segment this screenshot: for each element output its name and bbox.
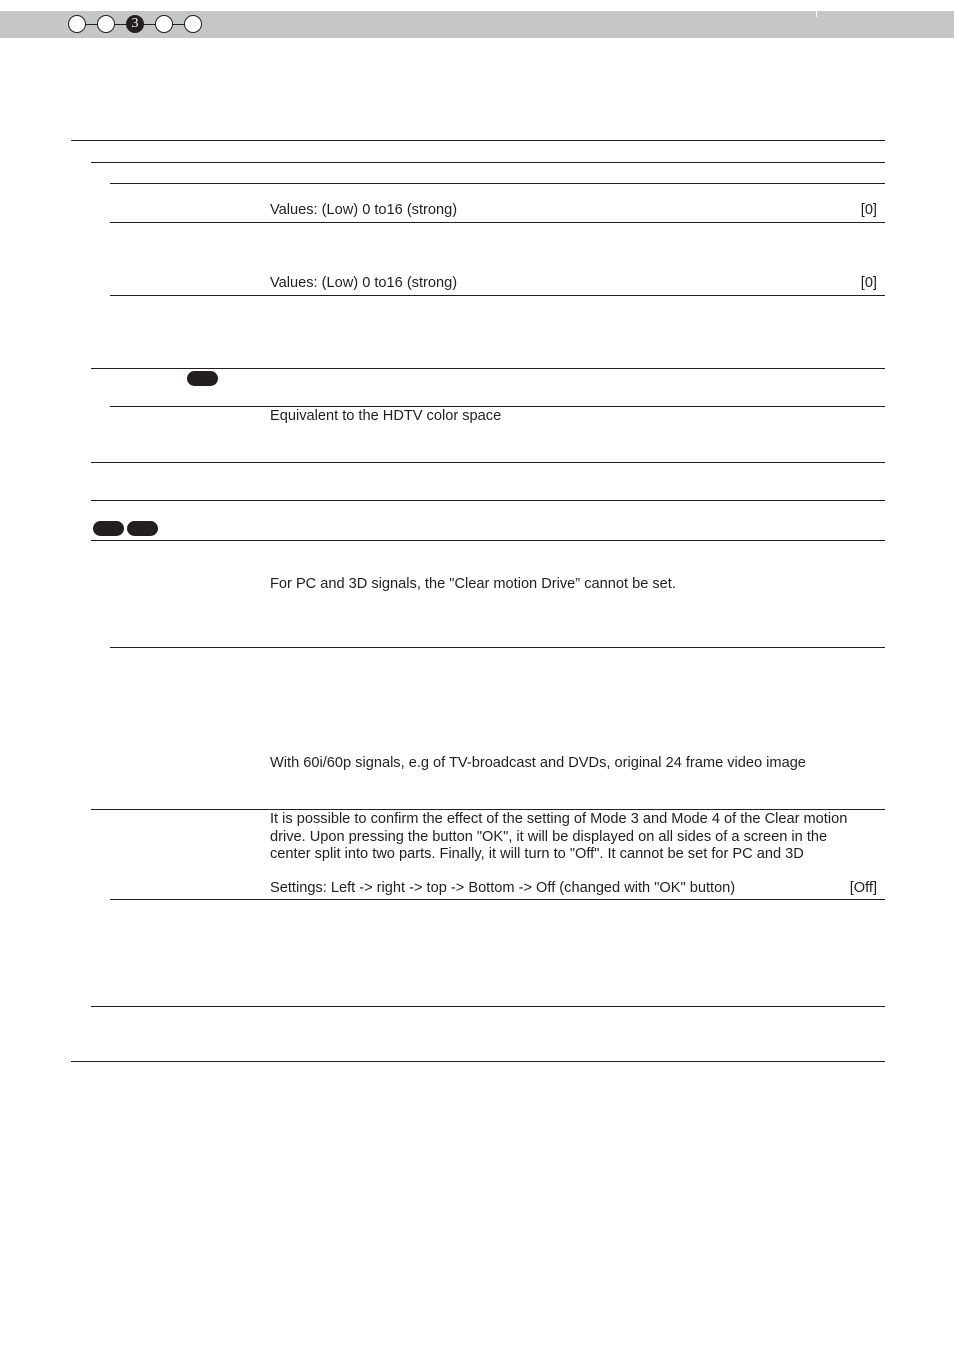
row-rule bbox=[110, 406, 885, 407]
demo-description-line-3: center split into two parts. Finally, it will turn to "Off". It cannot be set for PC and 3D bbox=[270, 846, 804, 862]
row-rule bbox=[91, 368, 885, 369]
step-circle-2 bbox=[97, 15, 115, 33]
row-rule bbox=[91, 1006, 885, 1007]
row-rule bbox=[110, 295, 885, 296]
row-rule bbox=[91, 462, 885, 463]
demo-settings-text: Settings: Left -> right -> top -> Bottom -> Off (changed with "OK" button) bbox=[270, 880, 736, 896]
header-divider bbox=[816, 11, 817, 17]
clear-motion-drive-note: For PC and 3D signals, the "Clear motion Drive” cannot be set. bbox=[270, 576, 676, 592]
mode-description: With 60i/60p signals, e.g of TV-broadcast and DVDs, original 24 frame video image bbox=[270, 755, 806, 771]
signal-badge-icon bbox=[127, 521, 158, 536]
demo-description-line-2: drive. Upon pressing the button "OK", it will be displayed on all sides of a screen in the bbox=[270, 829, 828, 845]
row-rule bbox=[91, 162, 885, 163]
row-rule bbox=[110, 647, 885, 648]
color-space-description: Equivalent to the HDTV color space bbox=[270, 408, 502, 424]
row-rule bbox=[91, 500, 885, 501]
noise-reduction-values-text: Values: (Low) 0 to16 (strong) bbox=[270, 202, 458, 218]
row-rule bbox=[91, 540, 885, 541]
step-circle-1 bbox=[68, 15, 86, 33]
step-circle-5 bbox=[184, 15, 202, 33]
demo-default-value: [Off] bbox=[849, 880, 877, 896]
noise-reduction-2-default-value: [0] bbox=[860, 275, 877, 291]
step-circle-3-active: 3 bbox=[126, 15, 144, 33]
demo-description-line-1: It is possible to confirm the effect of the setting of Mode 3 and Mode 4 of the Clear motion bbox=[270, 811, 848, 827]
noise-reduction-2-values-text: Values: (Low) 0 to16 (strong) bbox=[270, 275, 458, 291]
row-rule bbox=[110, 899, 885, 900]
table-bottom-rule bbox=[71, 1061, 885, 1062]
row-rule bbox=[110, 183, 885, 184]
row-rule bbox=[91, 809, 885, 810]
row-rule bbox=[110, 222, 885, 223]
noise-reduction-default-value: [0] bbox=[860, 202, 877, 218]
signal-badge-icon bbox=[187, 371, 218, 386]
signal-badge-icon bbox=[93, 521, 124, 536]
step-circle-4 bbox=[155, 15, 173, 33]
table-top-rule bbox=[71, 140, 885, 141]
